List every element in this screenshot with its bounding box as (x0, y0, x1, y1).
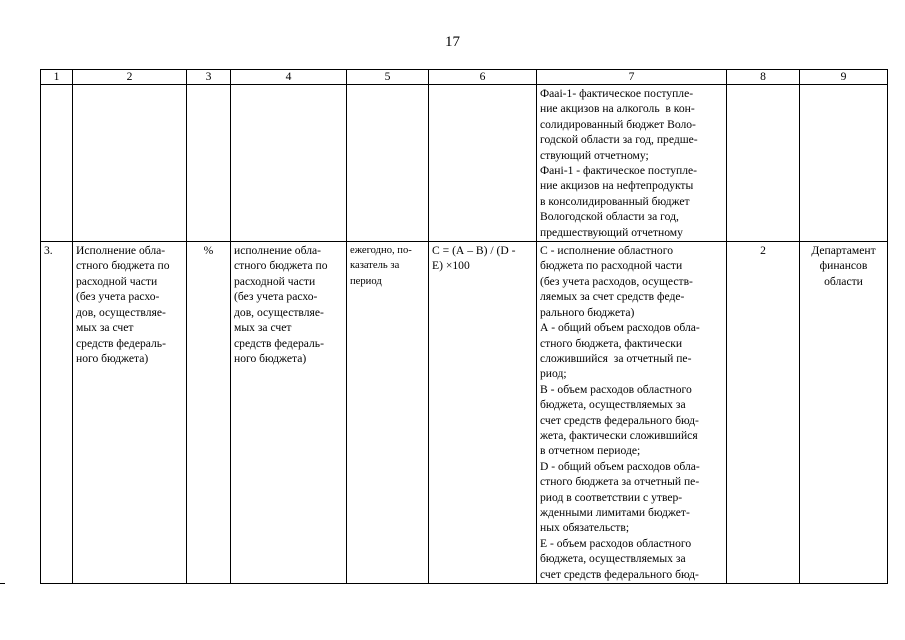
indicator-table (40, 69, 888, 584)
method-code-cell: 2 (727, 242, 800, 584)
column-number: 1 (41, 70, 73, 85)
table-row-continued (41, 85, 888, 242)
column-number: 3 (187, 70, 231, 85)
table-row-3 (41, 242, 888, 584)
indicator-name-cell: Исполнение обла- стного бюджета по расходной части (без учета расхо- дов, осуществляе- мых за счет средств федераль- ного бюджета) (73, 242, 187, 584)
table-cell (187, 85, 231, 242)
column-number: 9 (800, 70, 888, 85)
table-cell (231, 85, 347, 242)
table-cell (41, 85, 73, 242)
row-number-cell: 3. (41, 242, 73, 584)
table-cell (800, 85, 888, 242)
responsible-body-cell: Департамент финансов области (800, 242, 888, 584)
formula-cell: С = (А – В) / (D - Е) ×100 (429, 242, 537, 584)
column-number: 4 (231, 70, 347, 85)
column-number: 8 (727, 70, 800, 85)
formula-legend-cell: Фааі-1- фактическое поступле- ние акцизов на алкоголь в кон- солидированный бюджет Воло- годской области за год, предше- ствующий отчетному; Фані-1 - фактическое поступле- ние акцизов на нефтепродукты в консолидированный бюджет Вологодской области за год, предшествующий отчетному (537, 85, 727, 242)
margin-mark (0, 583, 5, 584)
indicator-definition-cell: исполнение обла- стного бюджета по расходной части (без учета расхо- дов, осуществляе- мых за счет средств федераль- ного бюджета) (231, 242, 347, 584)
column-number: 2 (73, 70, 187, 85)
table-cell (429, 85, 537, 242)
unit-cell: % (187, 242, 231, 584)
table-cell (73, 85, 187, 242)
formula-legend-cell: С - исполнение областного бюджета по расходной части (без учета расходов, осуществ- ляемых за счет средств феде- рального бюджета) А - общий объем расходов обла- стного бюджета, фактически сложившийся за отчетный пе- риод; В - объем расходов областного бюджета, осуществляемых за счет средств федерального бюд- жета, фактически сложившийся в отчетном периоде; D - общий объем расходов обла- стного бюджета за отчетный пе- риод в соответствии с утвер- жденными лимитами бюджет- ных обязательств; Е - объем расходов областного бюджета, осуществляемых за счет средств федерального бюд- (537, 242, 727, 584)
table-cell (727, 85, 800, 242)
table-cell (347, 85, 429, 242)
column-number-row (41, 70, 888, 85)
page-number: 17 (445, 34, 460, 50)
column-number: 7 (537, 70, 727, 85)
column-number: 6 (429, 70, 537, 85)
column-number: 5 (347, 70, 429, 85)
periodicity-cell: ежегодно, по- казатель за период (347, 242, 429, 584)
